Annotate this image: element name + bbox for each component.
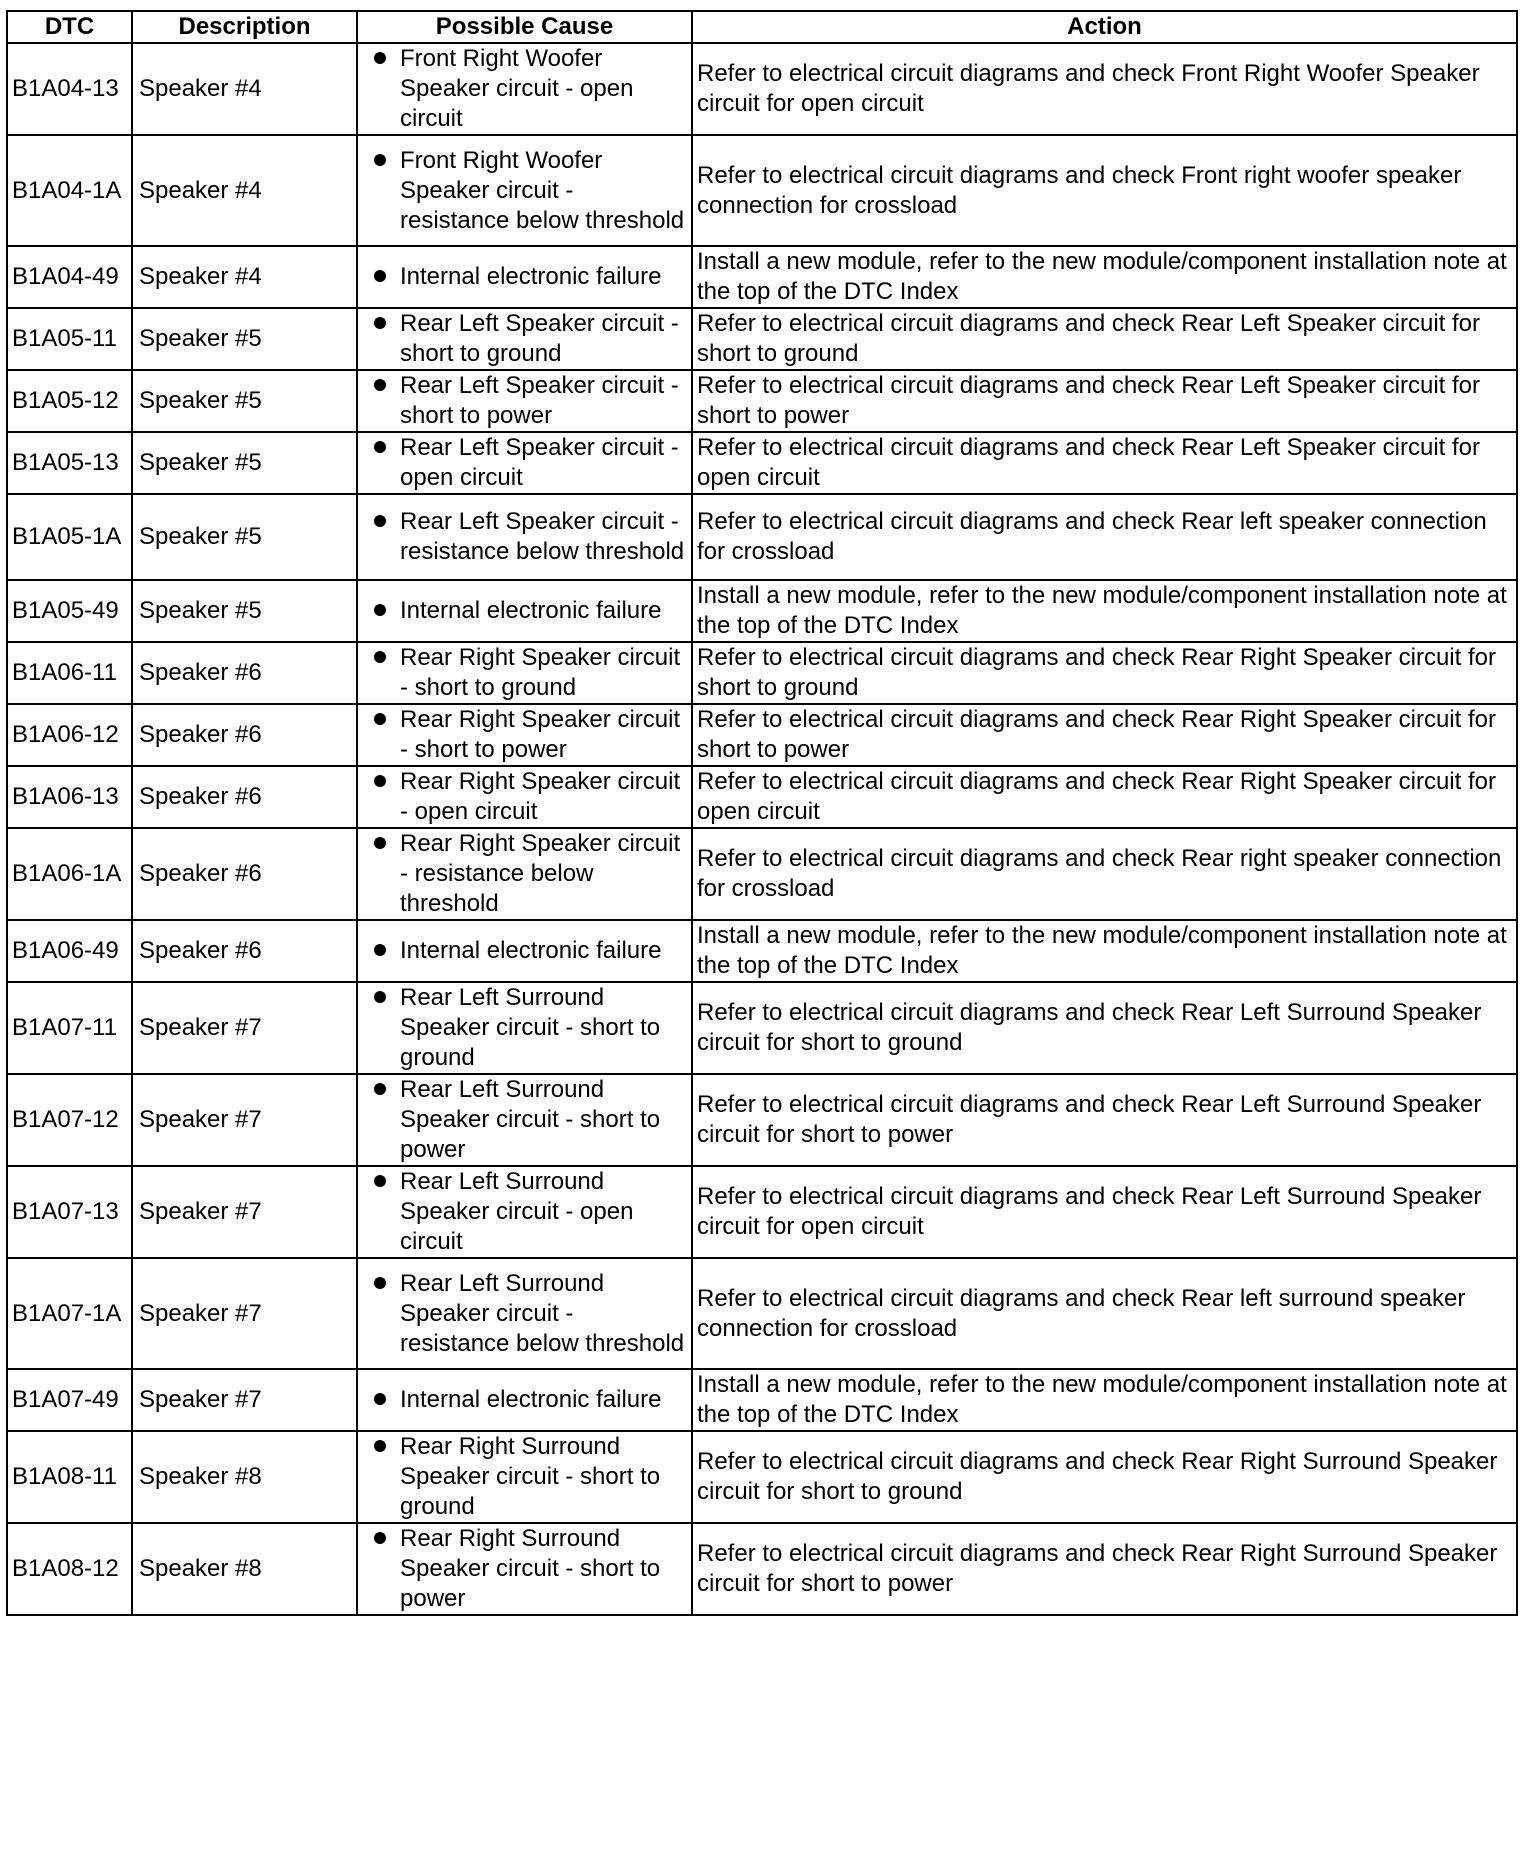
bullet-icon xyxy=(374,1175,386,1187)
possible-cause-cell xyxy=(357,1074,692,1166)
bullet-icon xyxy=(374,1393,386,1405)
header-possible-cause: Possible Cause xyxy=(357,11,692,43)
dtc-code: B1A06-12 xyxy=(7,704,132,766)
table-row xyxy=(7,1166,1517,1258)
possible-cause-text: Internal electronic failure xyxy=(400,1386,662,1413)
dtc-code: B1A05-1A xyxy=(7,494,132,580)
possible-cause-text: Rear Right Surround Speaker circuit - short to ground xyxy=(400,1433,661,1520)
table-header-row xyxy=(7,11,1517,43)
bullet-icon xyxy=(374,775,386,787)
possible-cause-cell xyxy=(357,308,692,370)
possible-cause-cell xyxy=(357,1258,692,1369)
possible-cause-cell xyxy=(357,432,692,494)
bullet-icon xyxy=(374,713,386,725)
action-text: Install a new module, refer to the new module/component installation note at the top of the DTC Index xyxy=(692,920,1517,982)
dtc-description: Speaker #5 xyxy=(132,494,357,580)
action-text: Refer to electrical circuit diagrams and check Rear Left Speaker circuit for short to ground xyxy=(692,308,1517,370)
possible-cause-text: Rear Right Speaker circuit - short to ground xyxy=(400,644,681,701)
table-row xyxy=(7,246,1517,308)
possible-cause-text: Rear Right Speaker circuit - open circuit xyxy=(400,768,681,825)
bullet-icon xyxy=(374,379,386,391)
dtc-description: Speaker #5 xyxy=(132,432,357,494)
dtc-description: Speaker #7 xyxy=(132,1258,357,1369)
possible-cause-cell xyxy=(357,982,692,1074)
possible-cause-text: Rear Left Surround Speaker circuit - resistance below threshold xyxy=(400,1269,685,1357)
action-text: Refer to electrical circuit diagrams and check Rear Right Surround Speaker circuit for short to power xyxy=(692,1523,1517,1615)
dtc-code: B1A05-12 xyxy=(7,370,132,432)
dtc-code: B1A07-1A xyxy=(7,1258,132,1369)
table-row xyxy=(7,370,1517,432)
possible-cause-cell xyxy=(357,704,692,766)
dtc-description: Speaker #8 xyxy=(132,1523,357,1615)
bullet-icon xyxy=(374,1083,386,1095)
dtc-code: B1A04-1A xyxy=(7,135,132,246)
action-text: Refer to electrical circuit diagrams and check Rear Left Speaker circuit for short to power xyxy=(692,370,1517,432)
table-row xyxy=(7,1523,1517,1615)
dtc-code: B1A07-11 xyxy=(7,982,132,1074)
table-row xyxy=(7,1431,1517,1523)
dtc-code: B1A07-49 xyxy=(7,1369,132,1431)
dtc-description: Speaker #4 xyxy=(132,43,357,135)
dtc-description: Speaker #5 xyxy=(132,370,357,432)
table-body xyxy=(7,43,1517,1615)
action-text: Refer to electrical circuit diagrams and check Rear Right Speaker circuit for short to ground xyxy=(692,642,1517,704)
dtc-description: Speaker #6 xyxy=(132,766,357,828)
dtc-code: B1A06-11 xyxy=(7,642,132,704)
action-text: Refer to electrical circuit diagrams and check Rear left speaker connection for crossload xyxy=(692,494,1517,580)
possible-cause-cell xyxy=(357,370,692,432)
bullet-icon xyxy=(374,1532,386,1544)
table-row xyxy=(7,1074,1517,1166)
bullet-icon xyxy=(374,604,386,616)
header-description: Description xyxy=(132,11,357,43)
dtc-description: Speaker #7 xyxy=(132,1369,357,1431)
dtc-description: Speaker #6 xyxy=(132,704,357,766)
dtc-code: B1A08-11 xyxy=(7,1431,132,1523)
possible-cause-cell xyxy=(357,43,692,135)
bullet-icon xyxy=(374,837,386,849)
possible-cause-cell xyxy=(357,920,692,982)
action-text: Install a new module, refer to the new module/component installation note at the top of the DTC Index xyxy=(692,246,1517,308)
possible-cause-cell xyxy=(357,1431,692,1523)
possible-cause-cell xyxy=(357,828,692,920)
possible-cause-cell xyxy=(357,246,692,308)
table-row xyxy=(7,642,1517,704)
possible-cause-text: Front Right Woofer Speaker circuit - open circuit xyxy=(400,45,634,132)
bullet-icon xyxy=(374,515,386,527)
action-text: Refer to electrical circuit diagrams and check Rear Left Surround Speaker circuit for short to ground xyxy=(692,982,1517,1074)
table-row xyxy=(7,982,1517,1074)
table-row xyxy=(7,1258,1517,1369)
action-text: Refer to electrical circuit diagrams and check Rear Left Surround Speaker circuit for open circuit xyxy=(692,1166,1517,1258)
dtc-description: Speaker #5 xyxy=(132,580,357,642)
bullet-icon xyxy=(374,991,386,1003)
possible-cause-text: Internal electronic failure xyxy=(400,597,662,624)
possible-cause-cell xyxy=(357,1166,692,1258)
dtc-code: B1A04-13 xyxy=(7,43,132,135)
dtc-description: Speaker #5 xyxy=(132,308,357,370)
possible-cause-text: Rear Left Speaker circuit - open circuit xyxy=(400,434,679,491)
possible-cause-text: Rear Right Speaker circuit - resistance below threshold xyxy=(400,830,681,917)
table-row xyxy=(7,43,1517,135)
action-text: Refer to electrical circuit diagrams and check Front Right Woofer Speaker circuit for open circuit xyxy=(692,43,1517,135)
possible-cause-text: Internal electronic failure xyxy=(400,263,662,290)
table-row xyxy=(7,432,1517,494)
possible-cause-text: Rear Left Speaker circuit - short to power xyxy=(400,372,679,429)
dtc-code: B1A04-49 xyxy=(7,246,132,308)
table-row xyxy=(7,704,1517,766)
dtc-description: Speaker #7 xyxy=(132,1074,357,1166)
dtc-description: Speaker #8 xyxy=(132,1431,357,1523)
bullet-icon xyxy=(374,1440,386,1452)
possible-cause-cell xyxy=(357,766,692,828)
action-text: Install a new module, refer to the new module/component installation note at the top of the DTC Index xyxy=(692,580,1517,642)
possible-cause-cell xyxy=(357,580,692,642)
possible-cause-text: Rear Left Surround Speaker circuit - short to power xyxy=(400,1076,661,1163)
dtc-code: B1A07-13 xyxy=(7,1166,132,1258)
possible-cause-text: Front Right Woofer Speaker circuit - resistance below threshold xyxy=(400,146,685,234)
possible-cause-cell xyxy=(357,1523,692,1615)
table-row xyxy=(7,1369,1517,1431)
action-text: Install a new module, refer to the new module/component installation note at the top of the DTC Index xyxy=(692,1369,1517,1431)
bullet-icon xyxy=(374,52,386,64)
dtc-code: B1A05-13 xyxy=(7,432,132,494)
dtc-code: B1A06-1A xyxy=(7,828,132,920)
dtc-code: B1A05-49 xyxy=(7,580,132,642)
action-text: Refer to electrical circuit diagrams and check Rear Right Surround Speaker circuit for short to ground xyxy=(692,1431,1517,1523)
table-row xyxy=(7,135,1517,246)
possible-cause-text: Rear Left Speaker circuit - resistance below threshold xyxy=(400,508,685,565)
dtc-description: Speaker #4 xyxy=(132,246,357,308)
dtc-description: Speaker #4 xyxy=(132,135,357,246)
bullet-icon xyxy=(374,154,386,166)
dtc-description: Speaker #6 xyxy=(132,828,357,920)
bullet-icon xyxy=(374,270,386,282)
table-row xyxy=(7,766,1517,828)
dtc-description: Speaker #6 xyxy=(132,920,357,982)
dtc-table xyxy=(6,10,1518,1616)
header-action: Action xyxy=(692,11,1517,43)
table-row xyxy=(7,828,1517,920)
bullet-icon xyxy=(374,1277,386,1289)
dtc-description: Speaker #6 xyxy=(132,642,357,704)
possible-cause-cell xyxy=(357,494,692,580)
table-row xyxy=(7,920,1517,982)
action-text: Refer to electrical circuit diagrams and check Front right woofer speaker connection for crossload xyxy=(692,135,1517,246)
dtc-code: B1A06-49 xyxy=(7,920,132,982)
header-dtc: DTC xyxy=(7,11,132,43)
possible-cause-text: Internal electronic failure xyxy=(400,937,662,964)
table-row xyxy=(7,580,1517,642)
possible-cause-text: Rear Right Surround Speaker circuit - short to power xyxy=(400,1525,661,1612)
action-text: Refer to electrical circuit diagrams and check Rear Right Speaker circuit for short to power xyxy=(692,704,1517,766)
bullet-icon xyxy=(374,441,386,453)
table-row xyxy=(7,308,1517,370)
dtc-description: Speaker #7 xyxy=(132,1166,357,1258)
possible-cause-text: Rear Left Surround Speaker circuit - open circuit xyxy=(400,1168,634,1255)
dtc-code: B1A07-12 xyxy=(7,1074,132,1166)
possible-cause-text: Rear Left Speaker circuit - short to ground xyxy=(400,310,679,367)
action-text: Refer to electrical circuit diagrams and check Rear Right Speaker circuit for open circuit xyxy=(692,766,1517,828)
table-row xyxy=(7,494,1517,580)
possible-cause-text: Rear Left Surround Speaker circuit - short to ground xyxy=(400,984,661,1071)
bullet-icon xyxy=(374,651,386,663)
bullet-icon xyxy=(374,317,386,329)
dtc-code: B1A05-11 xyxy=(7,308,132,370)
possible-cause-cell xyxy=(357,1369,692,1431)
dtc-code: B1A08-12 xyxy=(7,1523,132,1615)
possible-cause-cell xyxy=(357,135,692,246)
dtc-description: Speaker #7 xyxy=(132,982,357,1074)
action-text: Refer to electrical circuit diagrams and check Rear Left Speaker circuit for open circuit xyxy=(692,432,1517,494)
bullet-icon xyxy=(374,944,386,956)
possible-cause-text: Rear Right Speaker circuit - short to power xyxy=(400,706,681,763)
dtc-code: B1A06-13 xyxy=(7,766,132,828)
action-text: Refer to electrical circuit diagrams and check Rear right speaker connection for crossload xyxy=(692,828,1517,920)
action-text: Refer to electrical circuit diagrams and check Rear left surround speaker connection for crossload xyxy=(692,1258,1517,1369)
possible-cause-cell xyxy=(357,642,692,704)
action-text: Refer to electrical circuit diagrams and check Rear Left Surround Speaker circuit for short to power xyxy=(692,1074,1517,1166)
